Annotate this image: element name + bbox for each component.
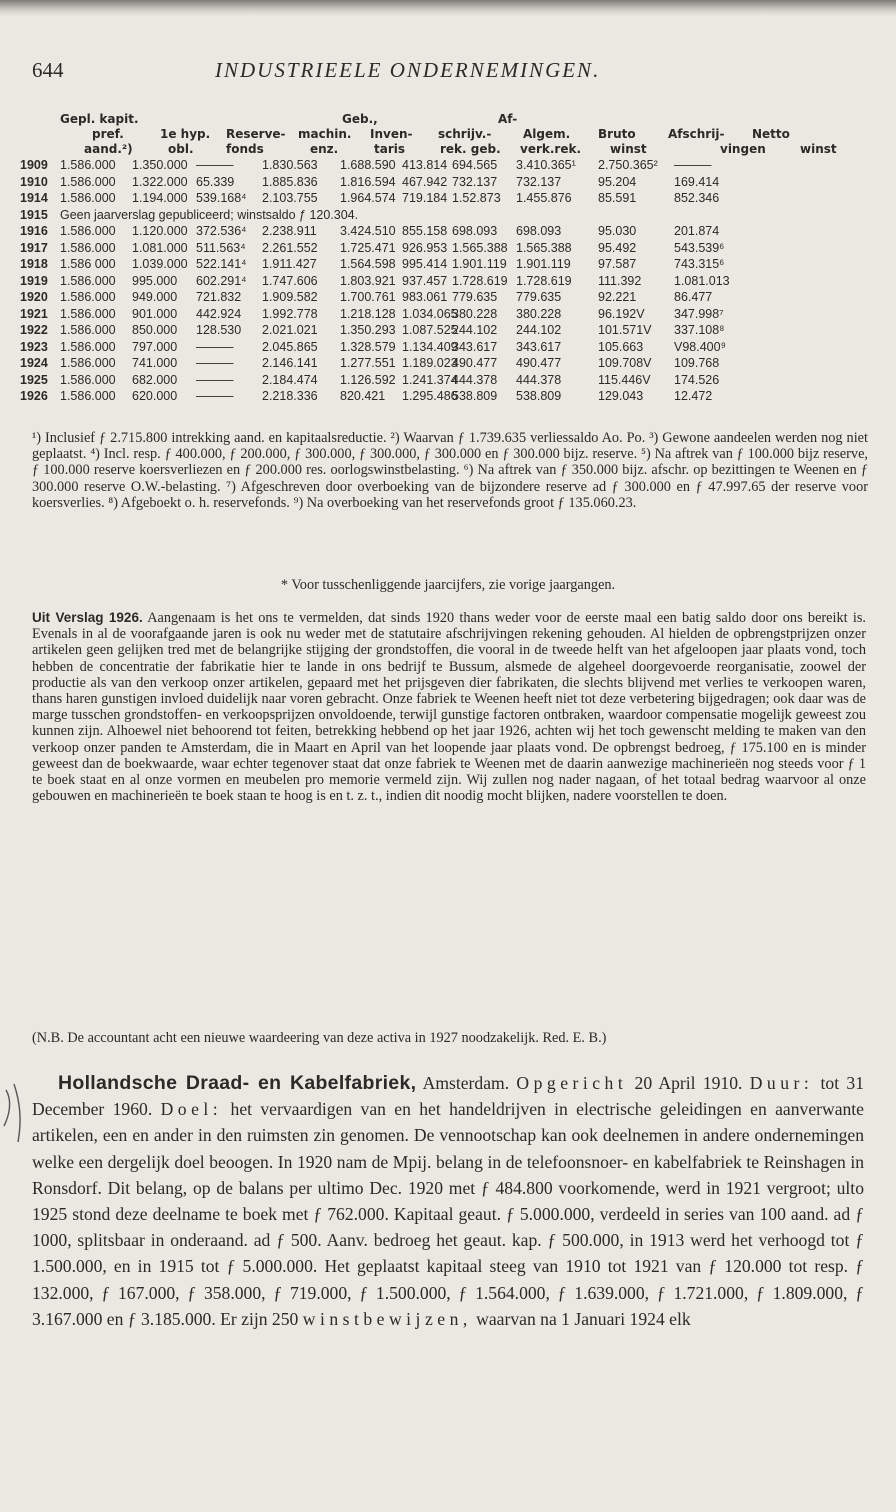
table-cell: 128.530 (196, 323, 242, 337)
table-cell: ——— (196, 389, 234, 403)
table-row (20, 241, 880, 258)
table-cell: 343.617 (516, 339, 562, 354)
table-cell: 372.536⁴ (196, 224, 247, 238)
year-cell: 1926 (20, 389, 48, 403)
table-cell: 1.120.000 (132, 224, 188, 238)
table-cell: 1.725.471 (340, 240, 396, 255)
header-cell: fonds (226, 142, 264, 156)
table-row (20, 307, 880, 324)
table-cell: 1.728.619 (452, 273, 508, 288)
table-cell: 1.830.563 (262, 158, 318, 172)
table-cell: 467.942 (402, 174, 448, 189)
header-cell: Netto (752, 127, 790, 141)
doel-label: Doel: (160, 1099, 223, 1120)
opgericht-label: Opgericht (516, 1073, 628, 1093)
handwritten-margin-mark (0, 1080, 34, 1150)
table-cell: 820.421 (340, 389, 386, 403)
table-cell: 2.238.911 (262, 224, 317, 238)
header-cell: Af- (498, 112, 518, 126)
table-cell: 1.241.374 (402, 372, 458, 387)
header-cell: schrijv.- (438, 127, 492, 141)
table-cell: 511.563⁴ (196, 240, 246, 255)
table-cell: ——— (196, 372, 234, 387)
table-cell: 1.816.594 (340, 174, 396, 189)
table-cell: 65.339 (196, 174, 235, 189)
table-cell: 111.392 (598, 273, 642, 288)
table-cell: 855.158 (402, 224, 448, 238)
year-cell: 1920 (20, 290, 48, 304)
table-cell: 1.565.388 (516, 240, 572, 255)
year-cell: 1921 (20, 306, 48, 321)
table-cell: 620.000 (132, 389, 178, 403)
header-cell: Geb., (342, 112, 378, 126)
table-row (20, 290, 880, 307)
table-cell: 1.52.873 (452, 191, 501, 205)
table-cell: 3.424.510 (340, 224, 396, 238)
table-cell: 1.565.388 (452, 240, 508, 255)
company-text: het vervaardigen van en het handeldrijven in electrische geleidingen en aanverwante artikelen, een en ander in den ruimsten zin genomen. De vennootschap kan ook deelnemen in andere ondernemingen welke een dergelijk doel beoogen. In 1920 nam de Mpij. belang in de telefoonsnoer- en kabelfabriek te Reinshagen in Ronsdorf. Dit belang, op de balans per ultimo Dec. 1920 met ƒ 484.800 voorkomende, werd in 1921 vergroot; ulto 1925 stond deze deelname te boek met ƒ 762.000. Kapitaal geaut. ƒ 5.000.000, verdeeld in series van 100 aand. ad ƒ 1000, splitsbaar in onderaand. ad ƒ 500. Aanv. bedroeg het geaut. kap. ƒ 500.000, in 1913 werd het verhoogd tot ƒ 1.500.000, en in 1915 tot ƒ 5.000.000. Het geplaatst kapitaal steeg van 1910 tot 1921 van ƒ 120.000 tot resp. ƒ 132.000, ƒ 167.000, ƒ 358.000, ƒ 719.000, ƒ 1.500.000, ƒ 1.564.000, ƒ 1.639.000, ƒ 1.721.000, ƒ 1.809.000, ƒ 3.167.000 en ƒ 3.185.000. Er zijn 250 (32, 1099, 864, 1329)
table-cell: 538.809 (452, 389, 498, 403)
table-cell: 1.586.000 (60, 356, 116, 370)
table-cell: 1.586.000 (60, 323, 116, 337)
header-cell: verk.rek. (520, 142, 582, 156)
table-cell: 1.039.000 (132, 257, 188, 271)
table-cell: 92.221 (598, 290, 637, 304)
table-cell: 337.108⁸ (674, 323, 725, 337)
table-cell: V98.400⁹ (674, 339, 726, 354)
table-header-line-2 (20, 127, 880, 142)
page-number: 644 (32, 58, 64, 82)
table-cell: 97.587 (598, 257, 637, 271)
annual-report-excerpt (32, 610, 866, 804)
table-cell: 1.586.000 (60, 339, 116, 354)
year-cell: 1922 (20, 323, 48, 337)
table-cell: 1.728.619 (516, 273, 572, 288)
table-row (20, 158, 880, 175)
table-cell: ——— (196, 339, 234, 354)
table-cell: 901.000 (132, 306, 178, 321)
table-cell: 2.045.865 (262, 339, 318, 354)
table-cell: 1.911.427 (262, 257, 317, 271)
header-cell: winst (610, 142, 647, 156)
table-cell: 1.134.409 (402, 339, 458, 354)
financial-table (20, 112, 880, 406)
footnotes (32, 430, 868, 511)
table-row (20, 356, 880, 373)
table-cell: 490.477 (452, 356, 498, 370)
table-cell: 779.635 (452, 290, 498, 304)
table-row (20, 373, 880, 390)
table-cell: 442.924 (196, 306, 242, 321)
table-cell: 1.885.836 (262, 174, 318, 189)
header-cell: Inven- (370, 127, 413, 141)
company-entry (32, 1070, 864, 1332)
table-cell: 1.909.582 (262, 290, 318, 304)
table-cell: 347.998⁷ (674, 306, 724, 321)
table-cell: 1.803.921 (340, 273, 396, 288)
table-cell: 732.137 (516, 174, 562, 189)
table-cell: 101.571V (598, 323, 652, 337)
table-cell: 95.030 (598, 224, 637, 238)
year-cell: 1918 (20, 257, 48, 271)
table-cell: 2.218.336 (262, 389, 318, 403)
year-cell: 1914 (20, 191, 48, 205)
header-cell: enz. (310, 142, 339, 156)
table-row (20, 389, 880, 406)
table-cell: 169.414 (674, 174, 720, 189)
table-cell: 2.184.474 (262, 372, 318, 387)
table-cell: 698.093 (452, 224, 498, 238)
header-cell: 1e hyp. (160, 127, 211, 141)
year-cell: 1925 (20, 372, 48, 387)
table-cell: 1.081.000 (132, 240, 188, 255)
table-cell: 1.328.579 (340, 339, 396, 354)
table-cell: 1.586.000 (60, 372, 116, 387)
table-cell: 343.617 (452, 339, 498, 354)
duur-label: Duur: (749, 1073, 814, 1093)
table-cell: 995.414 (402, 257, 448, 271)
year-cell: 1915 (20, 207, 48, 222)
table-cell: 2.146.141 (262, 356, 318, 370)
table-cell: 1.700.761 (340, 290, 396, 304)
table-cell: ——— (196, 356, 234, 370)
table-cell: 1.126.592 (340, 372, 396, 387)
table-cell: 694.565 (452, 158, 498, 172)
table-cell: 95.492 (598, 240, 637, 255)
table-cell: 1.992.778 (262, 306, 318, 321)
table-cell: 96.192V (598, 306, 645, 321)
header-cell: obl. (168, 142, 194, 156)
table-cell: 743.315⁶ (674, 257, 725, 271)
header-cell: winst (800, 142, 837, 156)
table-cell: 1.901.119 (516, 257, 571, 271)
table-cell: 380.228 (516, 306, 562, 321)
header-cell: aand.²) (84, 142, 133, 156)
duur-value: tot 31 December 1960. (32, 1073, 864, 1120)
table-cell: 995.000 (132, 273, 178, 288)
table-row (20, 340, 880, 357)
table-cell: 1.586.000 (60, 191, 116, 205)
table-cell: 95.204 (598, 174, 637, 189)
table-cell: 779.635 (516, 290, 562, 304)
table-cell: 721.832 (196, 290, 242, 304)
table-cell: 3.410.365¹ (516, 158, 576, 172)
header-cell: pref. (92, 127, 124, 141)
table-cell: 1.586.000 (60, 306, 116, 321)
editor-note: (N.B. De accountant acht een nieuwe waardeering van deze activa in 1927 noodzakelijk. Red. E. B.) (32, 1030, 607, 1046)
table-cell: 1.218.128 (340, 306, 396, 321)
table-cell: 852.346 (674, 191, 720, 205)
table-cell: 698.093 (516, 224, 562, 238)
table-cell: 2.021.021 (262, 323, 318, 337)
winstbewijzen-label: winstbewijzen, (302, 1308, 472, 1329)
table-cell: 12.472 (674, 389, 713, 403)
table-cell: 1.586.000 (60, 389, 116, 403)
table-cell: 129.043 (598, 389, 644, 403)
header-cell: Algem. (523, 127, 571, 141)
table-cell: 1.586 000 (60, 257, 116, 271)
table-body (20, 158, 880, 406)
footnotes-text: ¹) Inclusief ƒ 2.715.800 intrekking aand. en kapitaalsreductie. ²) Waarvan ƒ 1.739.635 verliessaldo Ao. Po. ³) Gewone aandeelen werden nog niet geplaatst. ⁴) Incl. resp. ƒ 400.000, ƒ 200.000, ƒ 300.000, ƒ 300.000, ƒ 300.000 en ƒ 300.000 bijz. reserve. ⁵) Na aftrek van ƒ 100.000 bijz reserve, ƒ 100.000 reserve koersverliezen en ƒ 200.000 res. oorlogswinstbelasting. ⁶) Na aftrek van ƒ 350.000 bijz. afschr. op bezittingen te Weenen en ƒ 300.000 reserve O.W.-belasting. ⁷) Afgeschreven door overboeking van de bijzondere reserve ad ƒ 300.000 en ƒ 47.997.65 der reserve voor koersverlies. ⁸) Afgeboekt o. h. reservefonds. ⁹) Na overboeking van het reservefonds groot ƒ 135.060.23. (32, 430, 868, 511)
table-cell: ——— (196, 158, 234, 172)
table-cell: 937.457 (402, 273, 448, 288)
table-cell: 1.688.590 (340, 158, 396, 172)
year-cell: 1924 (20, 356, 48, 370)
table-header-line-1 (20, 112, 880, 127)
table-cell: 1.586.000 (60, 174, 116, 189)
year-cell: 1923 (20, 339, 48, 354)
table-cell: 1.034.065 (402, 306, 458, 321)
header-cell: Afschrij- (668, 127, 725, 141)
table-cell: 1.189.023 (402, 356, 458, 370)
opgericht-date: 20 April 1910. (634, 1073, 743, 1093)
table-cell: 244.102 (516, 323, 562, 337)
header-cell: taris (374, 142, 406, 156)
table-cell: 1.586.000 (60, 290, 116, 304)
table-cell: 1.350.000 (132, 158, 188, 172)
running-head: INDUSTRIEELE ONDERNEMINGEN. (215, 58, 601, 82)
table-cell: 85.591 (598, 191, 637, 205)
table-cell: 380.228 (452, 306, 498, 321)
table-cell: 1.901.119 (452, 257, 507, 271)
table-row (20, 323, 880, 340)
table-cell: 244.102 (452, 323, 498, 337)
table-cell: 444.378 (452, 372, 498, 387)
header-cell: machin. (298, 127, 352, 141)
table-cell: 949.000 (132, 290, 178, 304)
company-city: Amsterdam. (422, 1073, 510, 1093)
table-row (20, 224, 880, 241)
table-cell: 1.087.525 (402, 323, 458, 337)
year-cell: 1919 (20, 273, 48, 288)
year-cell: 1909 (20, 158, 48, 172)
table-cell: 1.350.293 (340, 323, 396, 337)
table-row (20, 257, 880, 274)
header-cell: vingen (720, 142, 766, 156)
table-cell: 719.184 (402, 191, 448, 205)
table-cell: 682.000 (132, 372, 178, 387)
table-cell: 444.378 (516, 372, 562, 387)
table-cell: 602.291⁴ (196, 273, 247, 288)
table-cell: 109.708V (598, 356, 652, 370)
table-cell: 926.953 (402, 240, 448, 255)
table-cell: 1.747.606 (262, 273, 318, 288)
table-cell: 1.586.000 (60, 273, 116, 288)
table-cell: 1.586.000 (60, 240, 116, 255)
report-lead: Uit Verslag 1926. (32, 610, 143, 625)
header-cell: Reserve- (226, 127, 286, 141)
table-cell: 174.526 (674, 372, 720, 387)
table-cell: 2.750.365² (598, 158, 658, 172)
table-cell: 522.141⁴ (196, 257, 247, 271)
table-cell: 543.539⁶ (674, 240, 725, 255)
company-tail: waarvan na 1 Januari 1924 elk (476, 1308, 691, 1329)
year-cell: 1910 (20, 174, 48, 189)
interim-note: * Voor tusschenliggende jaarcijfers, zie vorige jaargangen. (280, 577, 616, 593)
table-cell: 1.586.000 (60, 158, 116, 172)
table-cell: 490.477 (516, 356, 562, 370)
table-cell: ——— (674, 158, 712, 172)
table-cell: 732.137 (452, 174, 498, 189)
header-cell: rek. geb. (440, 142, 501, 156)
table-cell: 1.081.013 (674, 273, 730, 288)
page-top-shadow (0, 0, 896, 16)
year-cell: 1916 (20, 224, 48, 238)
table-cell: 1.295.486 (402, 389, 458, 403)
table-cell: 105.663 (598, 339, 644, 354)
table-cell: 1.322.000 (132, 174, 188, 189)
row-note: Geen jaarverslag gepubliceerd; winstsaldo ƒ 120.304. (60, 207, 359, 222)
table-cell: 2.261.552 (262, 240, 318, 255)
header-cell: Gepl. kapit. (60, 112, 139, 126)
table-header-line-3 (20, 142, 880, 157)
year-cell: 1917 (20, 240, 48, 255)
table-cell: 1.455.876 (516, 191, 572, 205)
table-cell: 1.194.000 (132, 191, 188, 205)
table-cell: 983.061 (402, 290, 448, 304)
table-cell: 86.477 (674, 290, 713, 304)
table-row (20, 175, 880, 192)
table-cell: 2.103.755 (262, 191, 318, 205)
table-cell: 538.809 (516, 389, 562, 403)
header-cell: Bruto (598, 127, 636, 141)
table-cell: 1.964.574 (340, 191, 396, 205)
company-name: Hollandsche Draad- en Kabelfabriek, (58, 1072, 417, 1094)
table-cell: 109.768 (674, 356, 720, 370)
table-cell: 797.000 (132, 339, 178, 354)
table-cell: 1.564.598 (340, 257, 396, 271)
table-row (20, 208, 880, 225)
table-cell: 201.874 (674, 224, 720, 238)
table-cell: 413.814 (402, 158, 448, 172)
table-row (20, 191, 880, 208)
table-cell: 1.277.551 (340, 356, 396, 370)
report-text: Aangenaam is het ons te vermelden, dat sinds 1920 thans weder voor de eerste maal een batig saldo door ons bereikt is. Evenals in al de voorafgaande jaren is ook nu weder met de statutaire afschrijvingen rekening gehouden. Al hielden de opbrengstprijzen onzer artikelen geen gelijken tred met de belangrijke stijging der grondstoffen, die vooral in de tweede helft van het afgeloopen jaar plaats vond, toch hebben de concentratie der fabrikatie hier te lande in ons bedrijf te Bussum, alsmede de algeheel doorgevoerde reorganisatie, zoowel der productie als van den verkoop onzer artikelen, gepaard met het prijsgeven dier fabrikaten, die slechts blijvend met verlies te verkoopen waren, thans haren gunstigen invloed duidelijk naar voren gebracht. Onze fabriek te Weenen heeft niet tot deze verbetering bijgedragen; ook daar was de marge tusschen grondstoffen- en verkoopsprijzen onvoldoende, terwijl gunstige factoren ontbraken, waardoor compensatie mogelijk geweest zou kunnen zijn. Alhoewel niet behoorend tot feiten, betrekking hebbend op het jaar 1926, achten wij het toch gewenscht melding te maken van den verkoop onzer panden te Amsterdam, die in Maart en April van het loopende jaar plaats vond. De opbrengst bedroeg, ƒ 175.100 en is minder geweest dan de boekwaarde, waar echter tegenover staat dat onze fabriek te Weenen met de daarin aanwezige machinerieën nog steeds voor ƒ 1 te boek staat en al onze vormen en meubelen pro memorie vermeld zijn. Wij zullen nog nader nagaan, of het totaal bedrag waarvoor al onze gebouwen en machinerieën te boek staan te hoog is en t. z. t., indien dit noodig mocht blijken, nadere voorstellen te doen. (32, 610, 866, 805)
table-cell: 850.000 (132, 323, 178, 337)
table-cell: 741.000 (132, 356, 178, 370)
table-cell: 539.168⁴ (196, 191, 247, 205)
table-cell: 115.446V (598, 372, 651, 387)
table-row (20, 274, 880, 291)
table-cell: 1.586.000 (60, 224, 116, 238)
